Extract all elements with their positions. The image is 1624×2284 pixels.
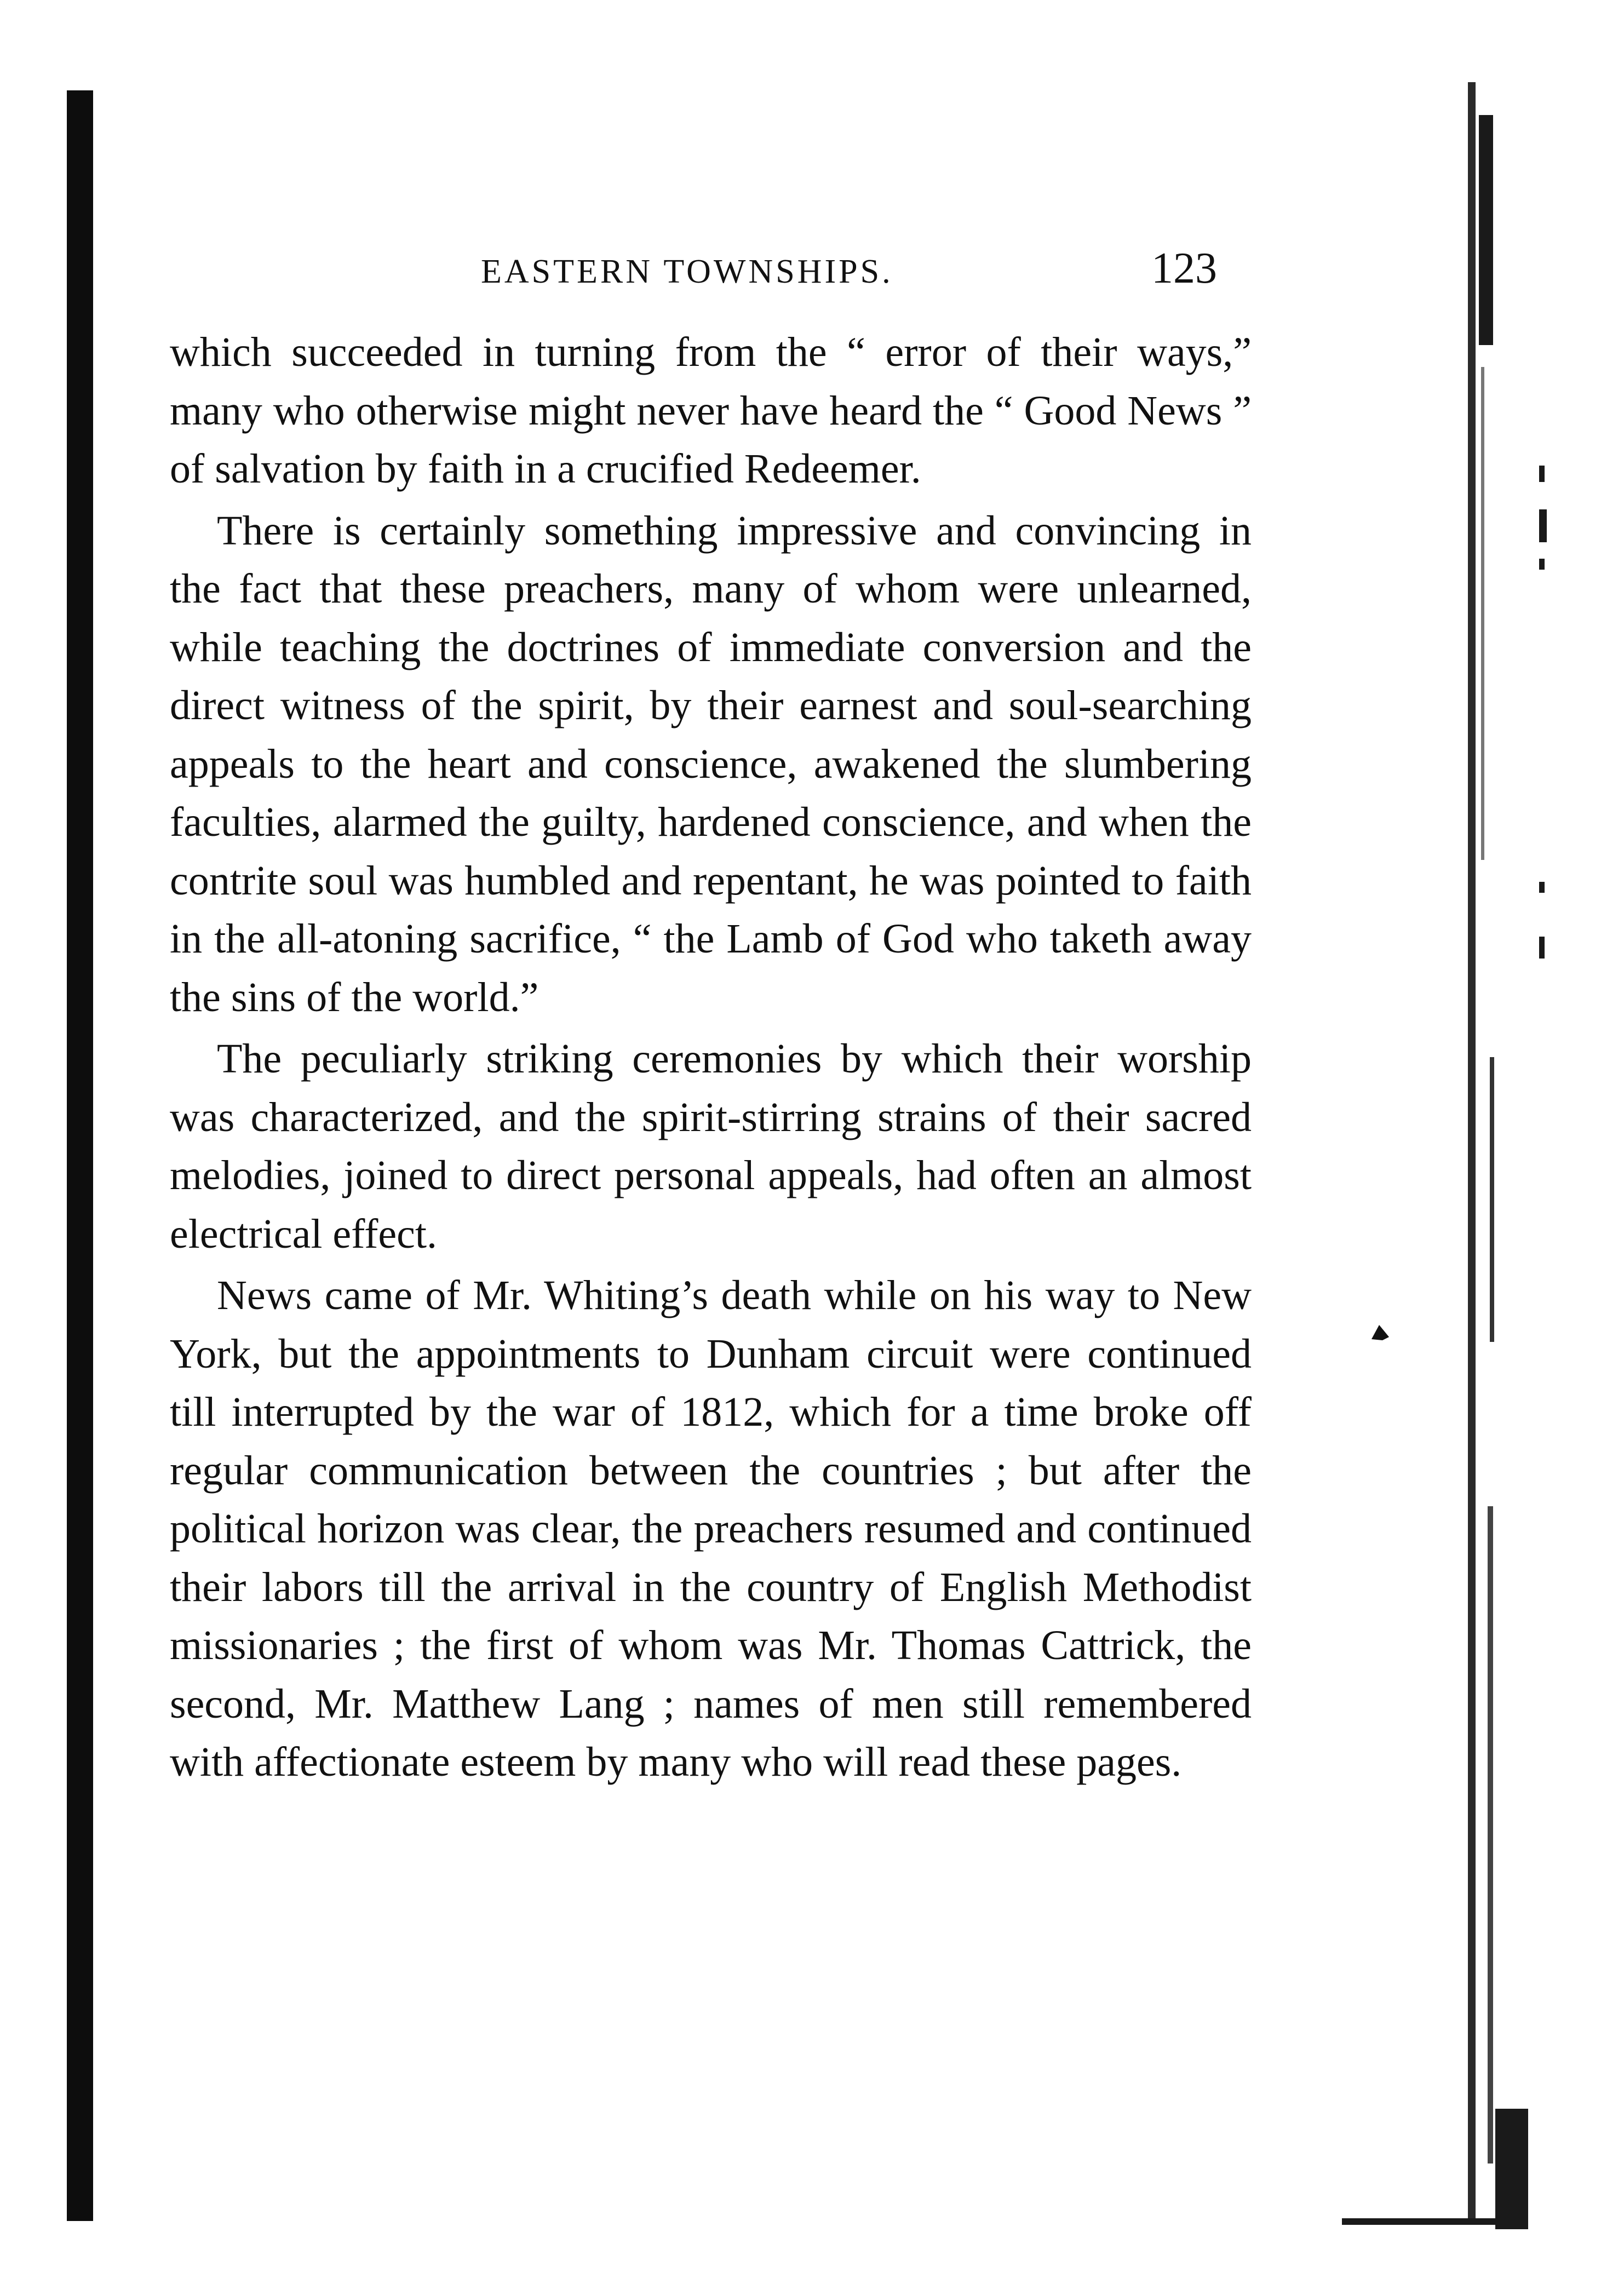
body-text: [170, 323, 1252, 1792]
paragraph: There is certainly something impressive and convincing in the fact that these preachers, many of whom were unlearned, while teaching the doctrines of immediate conversion and the direct witness of the spirit, by their earnest and soul-searching appeals to the heart and conscience, awakened the slumbering faculties, alarmed the guilty, hardened conscience, and when the contrite soul was humbled and repentant, he was pointed to faith in the all-atoning sacrifice, “ the Lamb of God who taketh away the sins of the world.”: [170, 507, 1252, 1020]
paragraph: The peculiarly striking ceremonies by which their worship was characterized, and the spirit-stirring strains of their sacred melodies, joined to direct personal appeals, had often an almost electrical effect.: [170, 1036, 1252, 1257]
paragraph: which succeeded in turning from the “ error of their ways,” many who otherwise might never have heard the “ Good News ” of salvation by faith in a crucified Redeemer.: [170, 329, 1252, 492]
binding-edge: [67, 90, 93, 2221]
page-edge-artifacts: [1457, 82, 1556, 2235]
page-header: [164, 244, 1260, 293]
running-head: EASTERN TOWNSHIPS.: [481, 253, 893, 290]
paragraph: News came of Mr. Whiting’s death while on his way to New York, but the appointments to Dunham circuit were continued till interrupted by the war of 1812, which for a time broke off regular communication between the countries ; but after the political horizon was clear, the preachers resumed and continued their labors till the arrival in the country of English Methodist missionaries ; the first of whom was Mr. Thomas Cattrick, the second, Mr. Matthew Lang ; names of men still remembered with affectionate esteem by many who will read these pages.: [170, 1272, 1252, 1785]
page-number: 123: [1151, 244, 1217, 292]
ink-blot-icon: [1369, 1323, 1391, 1342]
